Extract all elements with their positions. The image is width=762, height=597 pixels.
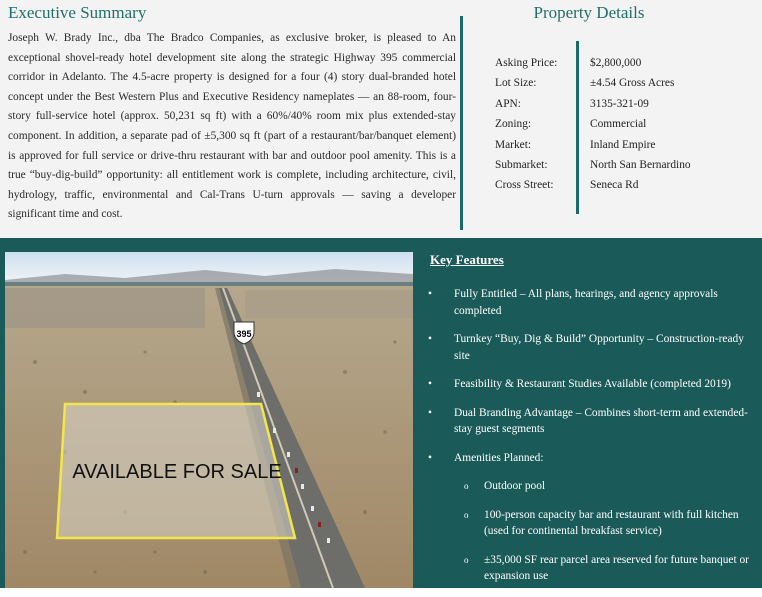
executive-summary-title: Executive Summary (8, 3, 147, 22)
section-divider (460, 16, 463, 230)
key-features-title: Key Features (430, 252, 504, 267)
value-market: Inland Empire (590, 138, 656, 151)
town-area (5, 288, 205, 328)
feature-item: • Amenities Planned: (428, 450, 754, 467)
top-section (0, 0, 762, 238)
feature-item: • Fully Entitled – All plans, hearings, and agency approvals completed (428, 286, 754, 319)
label-cross-street: Cross Street: (495, 179, 554, 192)
feature-item: • Turnkey “Buy, Dig & Build” Opportunity – Construction-ready site (428, 331, 754, 364)
property-details-divider (576, 41, 579, 214)
aerial-photo (5, 252, 413, 588)
feature-sub-item: o Outdoor pool (428, 478, 754, 495)
key-features-list (428, 286, 754, 597)
feature-sub-item: o ±35,000 SF rear parcel area reserved for future banquet or expansion use (428, 552, 754, 585)
label-submarket: Submarket: (495, 158, 548, 171)
route-shield-number: 395 (236, 329, 252, 339)
value-submarket: North San Bernardino (590, 158, 691, 171)
property-values (590, 53, 691, 196)
label-asking-price: Asking Price: (495, 57, 558, 69)
value-cross-street: Seneca Rd (590, 179, 639, 192)
available-for-sale-label: AVAILABLE FOR SALE (72, 461, 282, 483)
feature-item: • Feasibility & Restaurant Studies Available (completed 2019) (428, 376, 754, 393)
property-details-title: Property Details (533, 3, 645, 22)
value-zoning: Commercial (590, 118, 647, 131)
label-lot-size: Lot Size: (495, 77, 537, 90)
executive-summary-body: Joseph W. Brady Inc., dba The Bradco Companies, as exclusive broker, is pleased to An exceptional shovel-ready hotel development site along the strategic Highway 395 commercial corridor in Adelanto. The 4.5-acre property is designed for a four (4) story dual-branded hotel concept under the Best Western Plus and Executive Residency nameplates — an 88-room, four-story full-service hotel (approx. 50,231 sq ft) with a 60%/40% room mix plus extended-stay component. In addition, a separate pad of ±5,300 sq ft (part of a restaurant/bar/banquet element) is approved for full service or drive-thru restaurant with bar and outdoor pool amenity. This is a true “buy-dig-build” opportunity: all entitlement work is complete, including architecture, civil, hydrology, traffic, environmental and Cal-Trans U-turn approvals — saving a developer significant time and cost. (8, 32, 456, 221)
value-apn: 3135-321-09 (590, 97, 649, 110)
property-labels (495, 53, 557, 196)
feature-item: • Dual Branding Advantage – Combines short-term and extended-stay guest segments (428, 405, 754, 438)
label-zoning: Zoning: (495, 118, 532, 131)
value-lot-size: ±4.54 Gross Acres (590, 77, 675, 90)
value-asking-price: $2,800,000 (590, 57, 642, 69)
label-apn: APN: (495, 97, 521, 110)
bottom-section (0, 238, 762, 588)
feature-sub-item: o 100-person capacity bar and restaurant with full kitchen (used for continental breakfast service) (428, 507, 754, 540)
label-market: Market: (495, 138, 532, 151)
